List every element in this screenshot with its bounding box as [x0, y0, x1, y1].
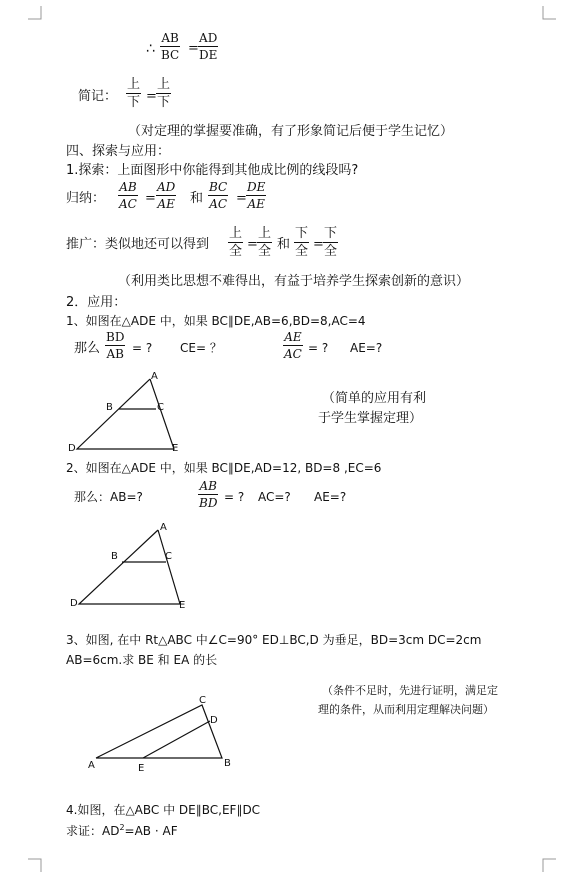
numerator: AD — [157, 180, 176, 194]
ex4-line-2 — [66, 824, 178, 837]
induction-fraction-2b — [246, 181, 266, 210]
ex3-label-b: B — [224, 758, 231, 769]
ex1-stem: 1、如图在△ADE 中，如果 BC∥DE,AB=6,BD=8,AC=4 — [66, 314, 366, 328]
ex2-fraction-ab-bd — [198, 480, 218, 509]
numerator: AB — [161, 31, 179, 45]
ex1-then: 那么 — [74, 341, 101, 356]
ex2-triangle-ade — [79, 530, 180, 604]
note-condition-line-1: （条件不足时，先进行证明，满足定 — [322, 684, 498, 697]
numerator: 上 — [229, 226, 243, 241]
denominator: BD — [199, 496, 218, 510]
ex1-label-c: C — [157, 402, 164, 413]
ex2-ae: AE=? — [314, 490, 347, 504]
denominator: AC — [209, 197, 228, 211]
ex2-label-b: B — [111, 551, 118, 562]
corner-mark-bottom-right — [542, 858, 556, 872]
note-condition-line-2: 理的条件，从而利用定理解决问题） — [318, 703, 494, 716]
note-simple-line-2: 于学生掌握定理） — [318, 411, 423, 426]
ex2-label-c: C — [165, 551, 172, 562]
numerator: BD — [106, 330, 125, 344]
numerator: AB — [119, 180, 137, 194]
therefore-symbol: ∴ — [146, 41, 155, 57]
ex4-prefix: 求证：AD — [66, 824, 120, 838]
equals-sign: = — [145, 191, 156, 206]
numerator: AB — [199, 479, 217, 493]
ex2-ac: AC=? — [258, 490, 291, 504]
and-word: 和 — [277, 237, 291, 252]
induction-label: 归纳： — [66, 191, 106, 206]
induction-fraction-2a — [208, 181, 228, 210]
ex3-label-d: D — [210, 715, 218, 726]
ex2-label-e: E — [179, 600, 186, 611]
numerator: AE — [284, 330, 302, 344]
ex3-line-2: AB=6cm.求 BE 和 EA 的长 — [66, 653, 218, 667]
ex1-question-2: = ? — [308, 341, 329, 355]
ex1-label-b: B — [106, 402, 113, 413]
generalize-fraction-2a — [294, 227, 309, 258]
denominator: AE — [247, 197, 265, 211]
corner-mark-top-right — [542, 6, 556, 20]
equals-sign: = — [247, 237, 258, 252]
numerator: 上 — [157, 77, 171, 92]
equals-sign: = — [313, 237, 324, 252]
apply-title: 2．应用： — [66, 295, 127, 310]
ex4-suffix: =AB · AF — [124, 824, 178, 838]
denominator: AE — [157, 197, 175, 211]
corner-mark-bottom-left — [28, 858, 42, 872]
ex2-label-d: D — [70, 598, 78, 609]
numerator: 下 — [324, 226, 338, 241]
mnemonic-fraction-left — [126, 78, 141, 109]
ex3-triangle-figure — [84, 690, 244, 776]
ex1-ae: AE=? — [350, 341, 383, 355]
ex1-label-a: A — [151, 371, 158, 382]
numerator: DE — [247, 180, 266, 194]
ex2-then: 那么：AB=? — [74, 490, 143, 504]
ex2-triangle-figure — [62, 518, 192, 614]
explore-question: 1.探索：上面图形中你能得到其他成比例的线段吗? — [66, 163, 359, 178]
ex1-ce: CE= ？ — [180, 341, 222, 355]
denominator: 全 — [229, 244, 243, 259]
and-word: 和 — [190, 191, 204, 206]
ex2-question: = ? — [224, 490, 245, 504]
induction-fraction-1b — [156, 181, 176, 210]
denominator: AC — [284, 347, 302, 361]
denominator: 全 — [258, 244, 272, 259]
numerator: 上 — [258, 226, 272, 241]
ex1-label-e: E — [172, 443, 179, 454]
equals-sign: = — [188, 41, 199, 56]
denominator: 全 — [324, 244, 338, 259]
ex3-label-a: A — [88, 760, 95, 771]
ex1-label-d: D — [68, 443, 76, 454]
note-analogy: （利用类比思想不难得出，有益于培养学生探索创新的意识） — [118, 274, 470, 289]
generalize-text: 推广：类似地还可以得到 — [66, 237, 210, 252]
ex3-label-e: E — [138, 763, 145, 774]
equals-sign: = — [146, 89, 157, 104]
ex2-label-a: A — [160, 522, 167, 533]
induction-fraction-1a — [118, 181, 138, 210]
denominator: DE — [199, 48, 218, 62]
ex3-triangle-abc — [96, 705, 222, 758]
ex3-segment-ed — [143, 721, 210, 758]
conclusion-fraction-right — [198, 32, 218, 61]
ex3-line-1: 3、如图, 在中 Rt△ABC 中∠C=90° ED⊥BC,D 为垂足，BD=3cm DC=2cm — [66, 633, 482, 647]
ex3-label-c: C — [199, 695, 206, 706]
note-memory: （对定理的掌握要准确，有了形象简记后便于学生记忆） — [128, 124, 454, 139]
mnemonic-label: 简记： — [78, 89, 118, 104]
ex1-triangle-ade — [77, 379, 174, 449]
generalize-fraction-1a — [228, 227, 243, 258]
ex4-exponent: 2 — [119, 823, 125, 832]
denominator: AC — [119, 197, 137, 211]
ex2-stem: 2、如图在△ADE 中，如果 BC∥DE,AD=12, BD=8 ,EC=6 — [66, 461, 382, 475]
denominator: 下 — [127, 95, 141, 110]
ex1-question-1: = ? — [132, 341, 153, 355]
equals-sign: = — [236, 191, 247, 206]
ex4-line-1: 4.如图，在△ABC 中 DE∥BC,EF∥DC — [66, 803, 261, 817]
conclusion-fraction-left — [160, 32, 180, 61]
ex1-triangle-figure — [62, 370, 192, 456]
corner-mark-top-left — [28, 6, 42, 20]
denominator: 下 — [157, 95, 171, 110]
denominator: BC — [161, 48, 180, 62]
denominator: AB — [106, 347, 124, 361]
section-title: 四、探索与应用： — [66, 144, 171, 159]
numerator: BC — [209, 180, 228, 194]
mnemonic-fraction-right — [156, 78, 171, 109]
numerator: AD — [199, 31, 218, 45]
ex1-fraction-bd-ab — [105, 331, 125, 360]
note-simple-line-1: （简单的应用有利 — [322, 391, 427, 406]
denominator: 全 — [295, 244, 309, 259]
numerator: 上 — [127, 77, 141, 92]
generalize-fraction-2b — [323, 227, 338, 258]
generalize-fraction-1b — [257, 227, 272, 258]
numerator: 下 — [295, 226, 309, 241]
ex1-fraction-ae-ac — [283, 331, 303, 360]
